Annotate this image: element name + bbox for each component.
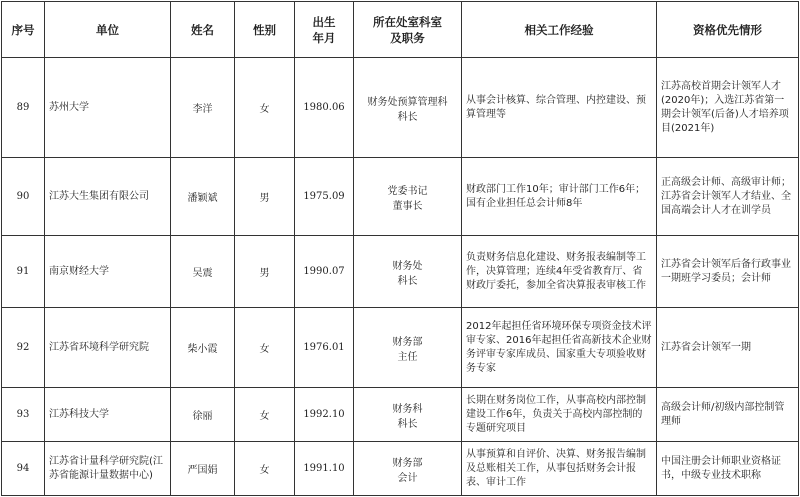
header-birth	[295, 2, 354, 58]
row-dept	[354, 442, 462, 496]
row-qualification: 中国注册会计师职业资格证书，中级专业技术职称	[657, 442, 799, 496]
row-birth: 1980.06	[295, 58, 354, 158]
row-seq: 92	[2, 308, 45, 388]
row-gender: 女	[235, 58, 295, 158]
row-birth: 1990.07	[295, 236, 354, 308]
row-unit: 苏州大学	[45, 58, 171, 158]
row-unit: 江苏省环境科学研究院	[45, 308, 171, 388]
row-dept-line1: 财务处	[392, 260, 423, 272]
header-name: 姓名	[171, 2, 235, 58]
row-name: 潘颖斌	[171, 158, 235, 236]
row-seq: 90	[2, 158, 45, 236]
row-unit: 江苏科技大学	[45, 388, 171, 442]
row-dept-line1: 财务部	[392, 336, 423, 348]
table-row	[2, 308, 799, 388]
row-birth: 1976.01	[295, 308, 354, 388]
row-birth: 1991.10	[295, 442, 354, 496]
header-row	[2, 2, 799, 58]
table-row	[2, 442, 799, 496]
header-dept-line1: 所在处室科室	[373, 14, 442, 29]
row-dept-line2: 董事长	[392, 200, 423, 212]
row-dept-line2: 科长	[397, 275, 418, 287]
row-name: 吴震	[171, 236, 235, 308]
table-row	[2, 236, 799, 308]
row-experience: 财政部门工作10年；审计部门工作6年；国有企业担任总会计师8年	[462, 158, 657, 236]
row-dept-line2: 科长	[397, 111, 418, 123]
row-seq: 93	[2, 388, 45, 442]
row-birth: 1992.10	[295, 388, 354, 442]
row-birth: 1975.09	[295, 158, 354, 236]
row-gender: 男	[235, 236, 295, 308]
personnel-table	[1, 1, 799, 496]
row-qualification: 江苏高校首期会计领军人才(2020年)；入选江苏省第一期会计领军(后备)人才培养项目(2021年)	[657, 58, 799, 158]
row-seq: 91	[2, 236, 45, 308]
row-dept-line1: 财务部	[392, 457, 423, 469]
header-dept-line2: 及职务	[390, 30, 425, 45]
row-qualification: 正高级会计师、高级审计师；江苏省会计领军人才结业、全国高端会计人才在训学员	[657, 158, 799, 236]
row-experience: 从事预算和自评价、决算、财务报告编制及总账相关工作，从事包括财务会计报表、审计工作	[462, 442, 657, 496]
row-name: 徐丽	[171, 388, 235, 442]
row-gender: 女	[235, 308, 295, 388]
row-name: 柴小霞	[171, 308, 235, 388]
row-gender: 女	[235, 442, 295, 496]
table-row	[2, 388, 799, 442]
row-unit: 南京财经大学	[45, 236, 171, 308]
row-dept-line2: 主任	[397, 351, 418, 363]
row-dept-line2: 科长	[397, 418, 418, 430]
row-experience: 长期在财务岗位工作，从事高校内部控制建设工作6年，负责关于高校内部控制的专题研究项目	[462, 388, 657, 442]
row-experience: 负责财务信息化建设、财务报表编制等工作，决算管理；连续4年受省教育厅、省财政厅委托，参加全省决算报表审核工作	[462, 236, 657, 308]
row-experience: 2012年起担任省环境环保专项资金技术评审专家、2016年起担任省高新技术企业财务评审专家库成员、国家重大专项验收财务专家	[462, 308, 657, 388]
row-dept	[354, 388, 462, 442]
row-experience: 从事会计核算、综合管理、内控建设、预算管理等	[462, 58, 657, 158]
row-unit: 江苏大生集团有限公司	[45, 158, 171, 236]
header-unit: 单位	[45, 2, 171, 58]
row-dept-line1: 财务处预算管理科	[367, 96, 448, 108]
row-seq: 94	[2, 442, 45, 496]
row-name: 李洋	[171, 58, 235, 158]
row-name: 严国娟	[171, 442, 235, 496]
row-qualification: 高级会计师/初级内部控制管理师	[657, 388, 799, 442]
row-qualification: 江苏省会计领军一期	[657, 308, 799, 388]
row-qualification: 江苏省会计领军后备行政事业一期班学习委员；会计师	[657, 236, 799, 308]
row-unit: 江苏省计量科学研究院(江苏省能源计量数据中心)	[45, 442, 171, 496]
row-dept	[354, 58, 462, 158]
row-seq: 89	[2, 58, 45, 158]
row-dept	[354, 158, 462, 236]
row-gender: 男	[235, 158, 295, 236]
header-experience: 相关工作经验	[462, 2, 657, 58]
table-row	[2, 58, 799, 158]
header-birth-line1: 出生	[312, 14, 336, 29]
row-gender: 女	[235, 388, 295, 442]
header-seq: 序号	[2, 2, 45, 58]
row-dept	[354, 308, 462, 388]
row-dept-line1: 党委书记	[387, 185, 428, 197]
row-dept-line2: 会计	[397, 472, 418, 484]
header-qualification: 资格优先情形	[657, 2, 799, 58]
header-birth-line2: 年月	[312, 30, 336, 45]
header-dept	[354, 2, 462, 58]
row-dept	[354, 236, 462, 308]
table-row	[2, 158, 799, 236]
row-dept-line1: 财务科	[392, 403, 423, 415]
header-gender: 性别	[235, 2, 295, 58]
